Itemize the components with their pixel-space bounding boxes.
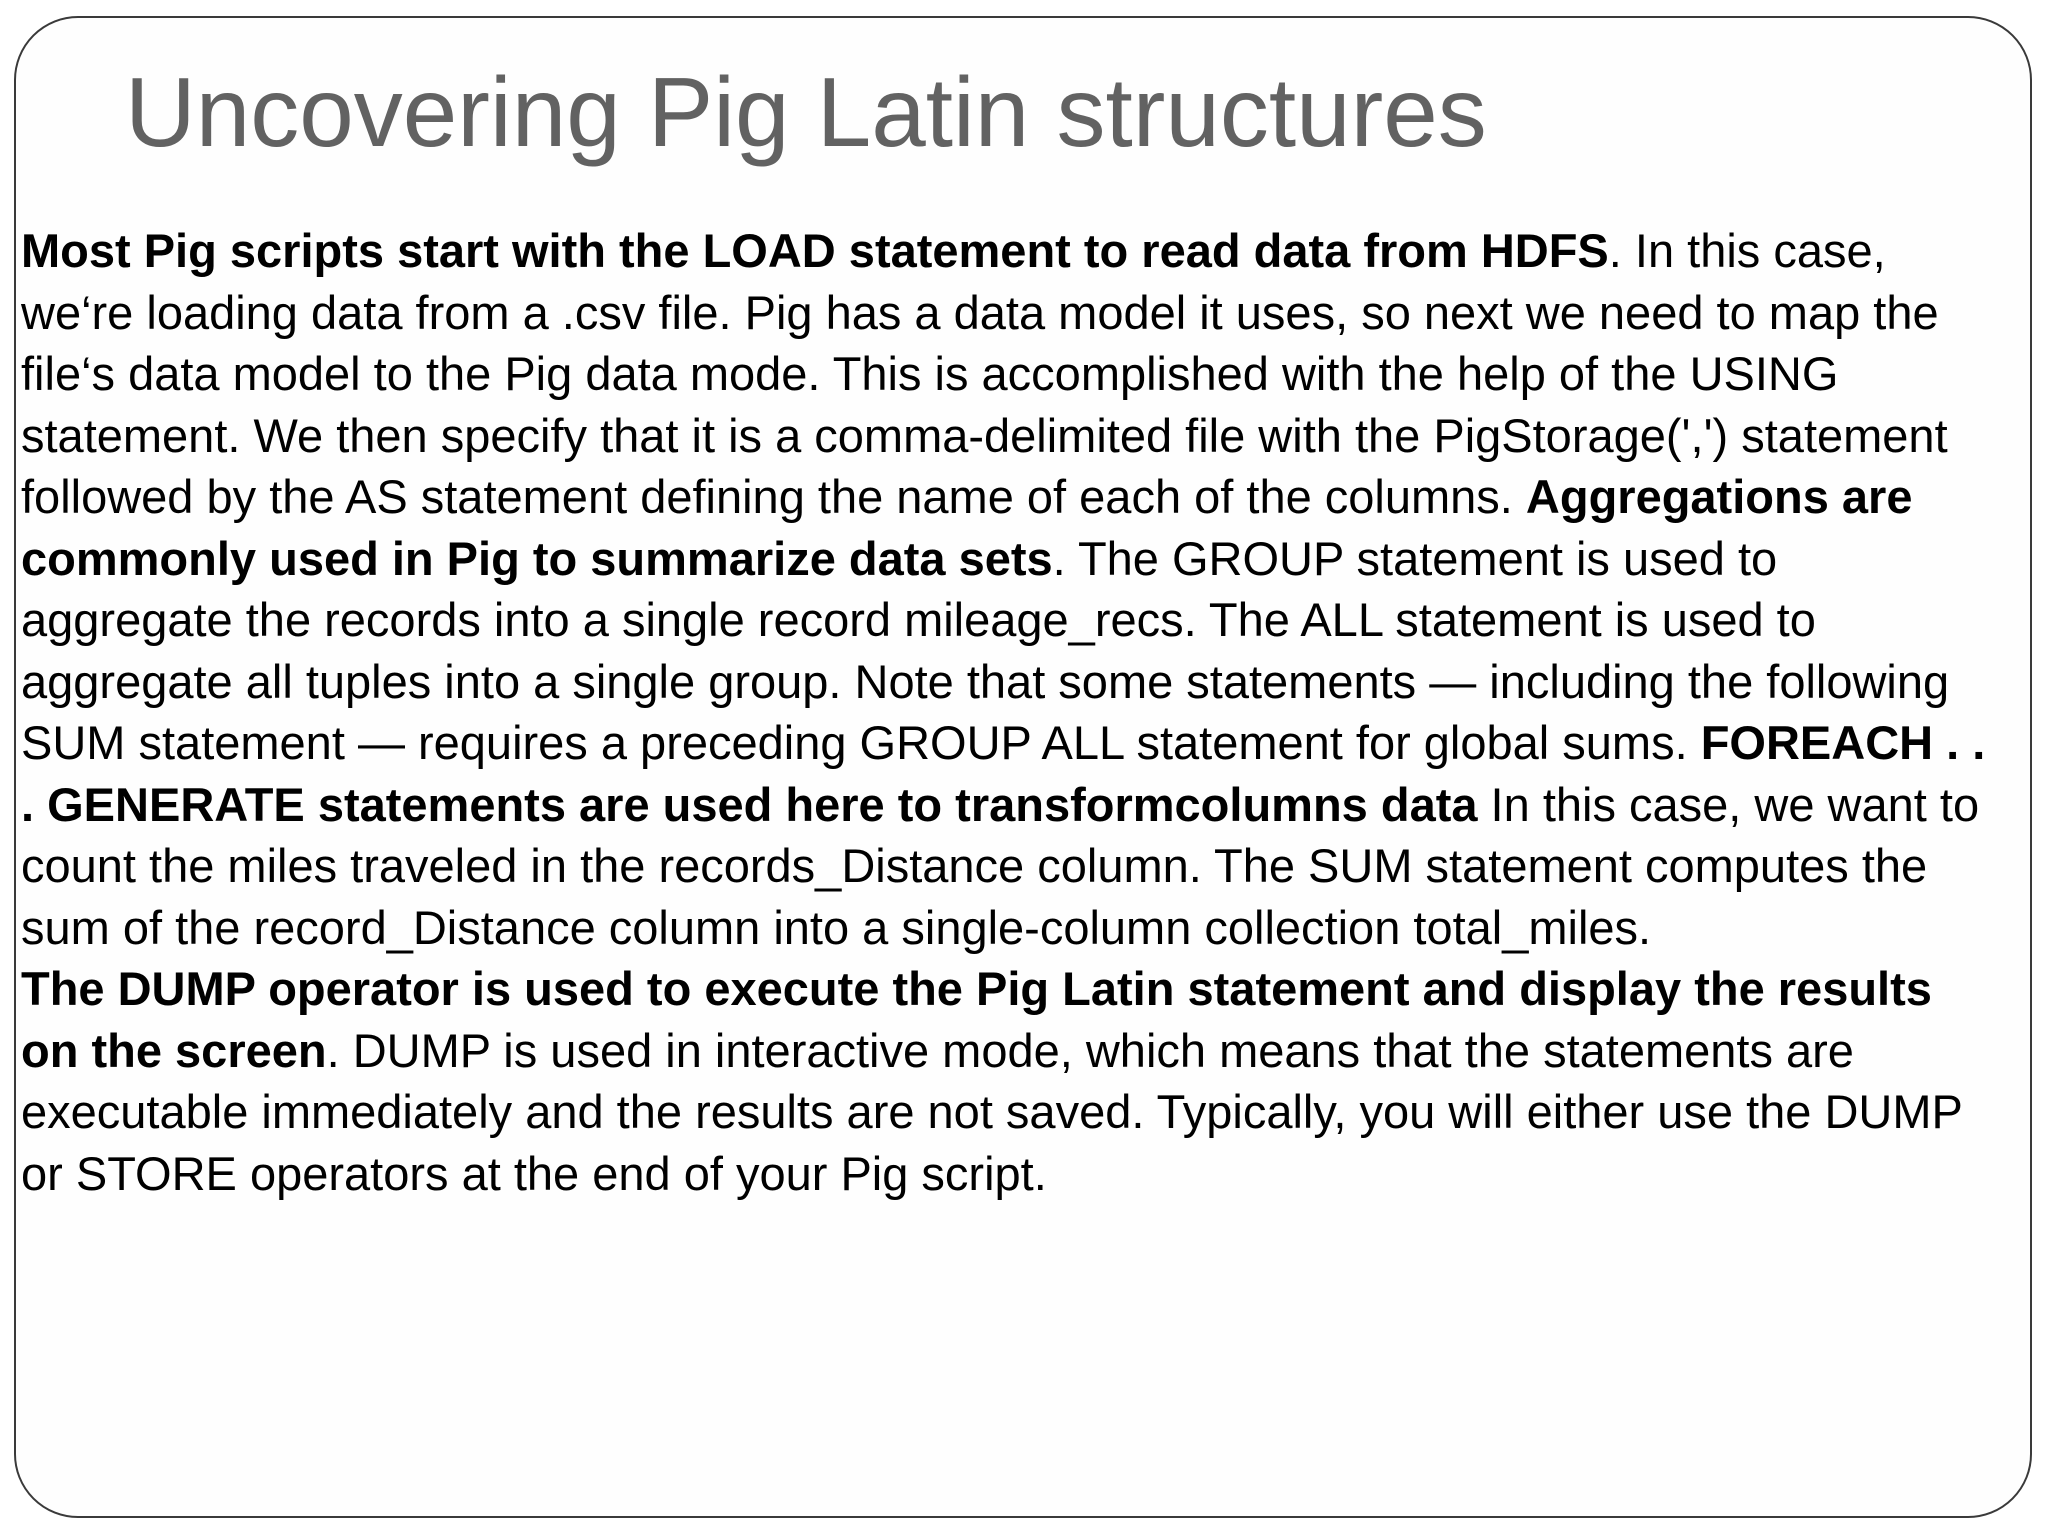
text-load-details: . In this case, we‘re loading data from a .csv file. Pig has a data model it uses, so next we need to map the file‘s data model to the Pig data mode. This is accomplished with the help of the USING statement. We then specify that it is a comma-delimited file with the PigStorage(',') statement followed by the AS statement defining the name of each of the columns. [21,224,1948,523]
emphasis-load-statement: Most Pig scripts start with the LOAD statement to read data from HDFS [21,224,1609,277]
emphasis-aggregations: Aggregations are commonly used in Pig to summarize data sets [21,470,1913,585]
text-aggregation-details: . The GROUP statement is used to aggregate the records into a single record mileage_recs. The ALL statement is used to aggregate all tuples into a single group. Note that some statements — including the following SUM statement — requires a preceding GROUP ALL statement for global sums. [21,531,1950,769]
text-sum-details: In this case, we want to count the miles traveled in the records_Distance column. The SUM statement computes the sum of the record_Distance column into a single-column collection total_miles. [21,777,1980,954]
body-paragraph-1 [21,220,1991,958]
body-paragraph-2 [21,958,1991,1204]
text-dump-details: . DUMP is used in interactive mode, which means that the statements are executable immediately and the results are not saved. Typically, you will either use the DUMP or STORE operators at the end of your Pig script. [21,1023,1963,1200]
emphasis-dump-operator: The DUMP operator is used to execute the Pig Latin statement and display the results on the screen [21,962,1932,1077]
slide-title: Uncovering Pig Latin structures [125,57,1487,167]
slide-body [21,220,1991,1204]
emphasis-foreach-generate: FOREACH . . . GENERATE statements are used here to transformcolumns data [21,716,1986,831]
